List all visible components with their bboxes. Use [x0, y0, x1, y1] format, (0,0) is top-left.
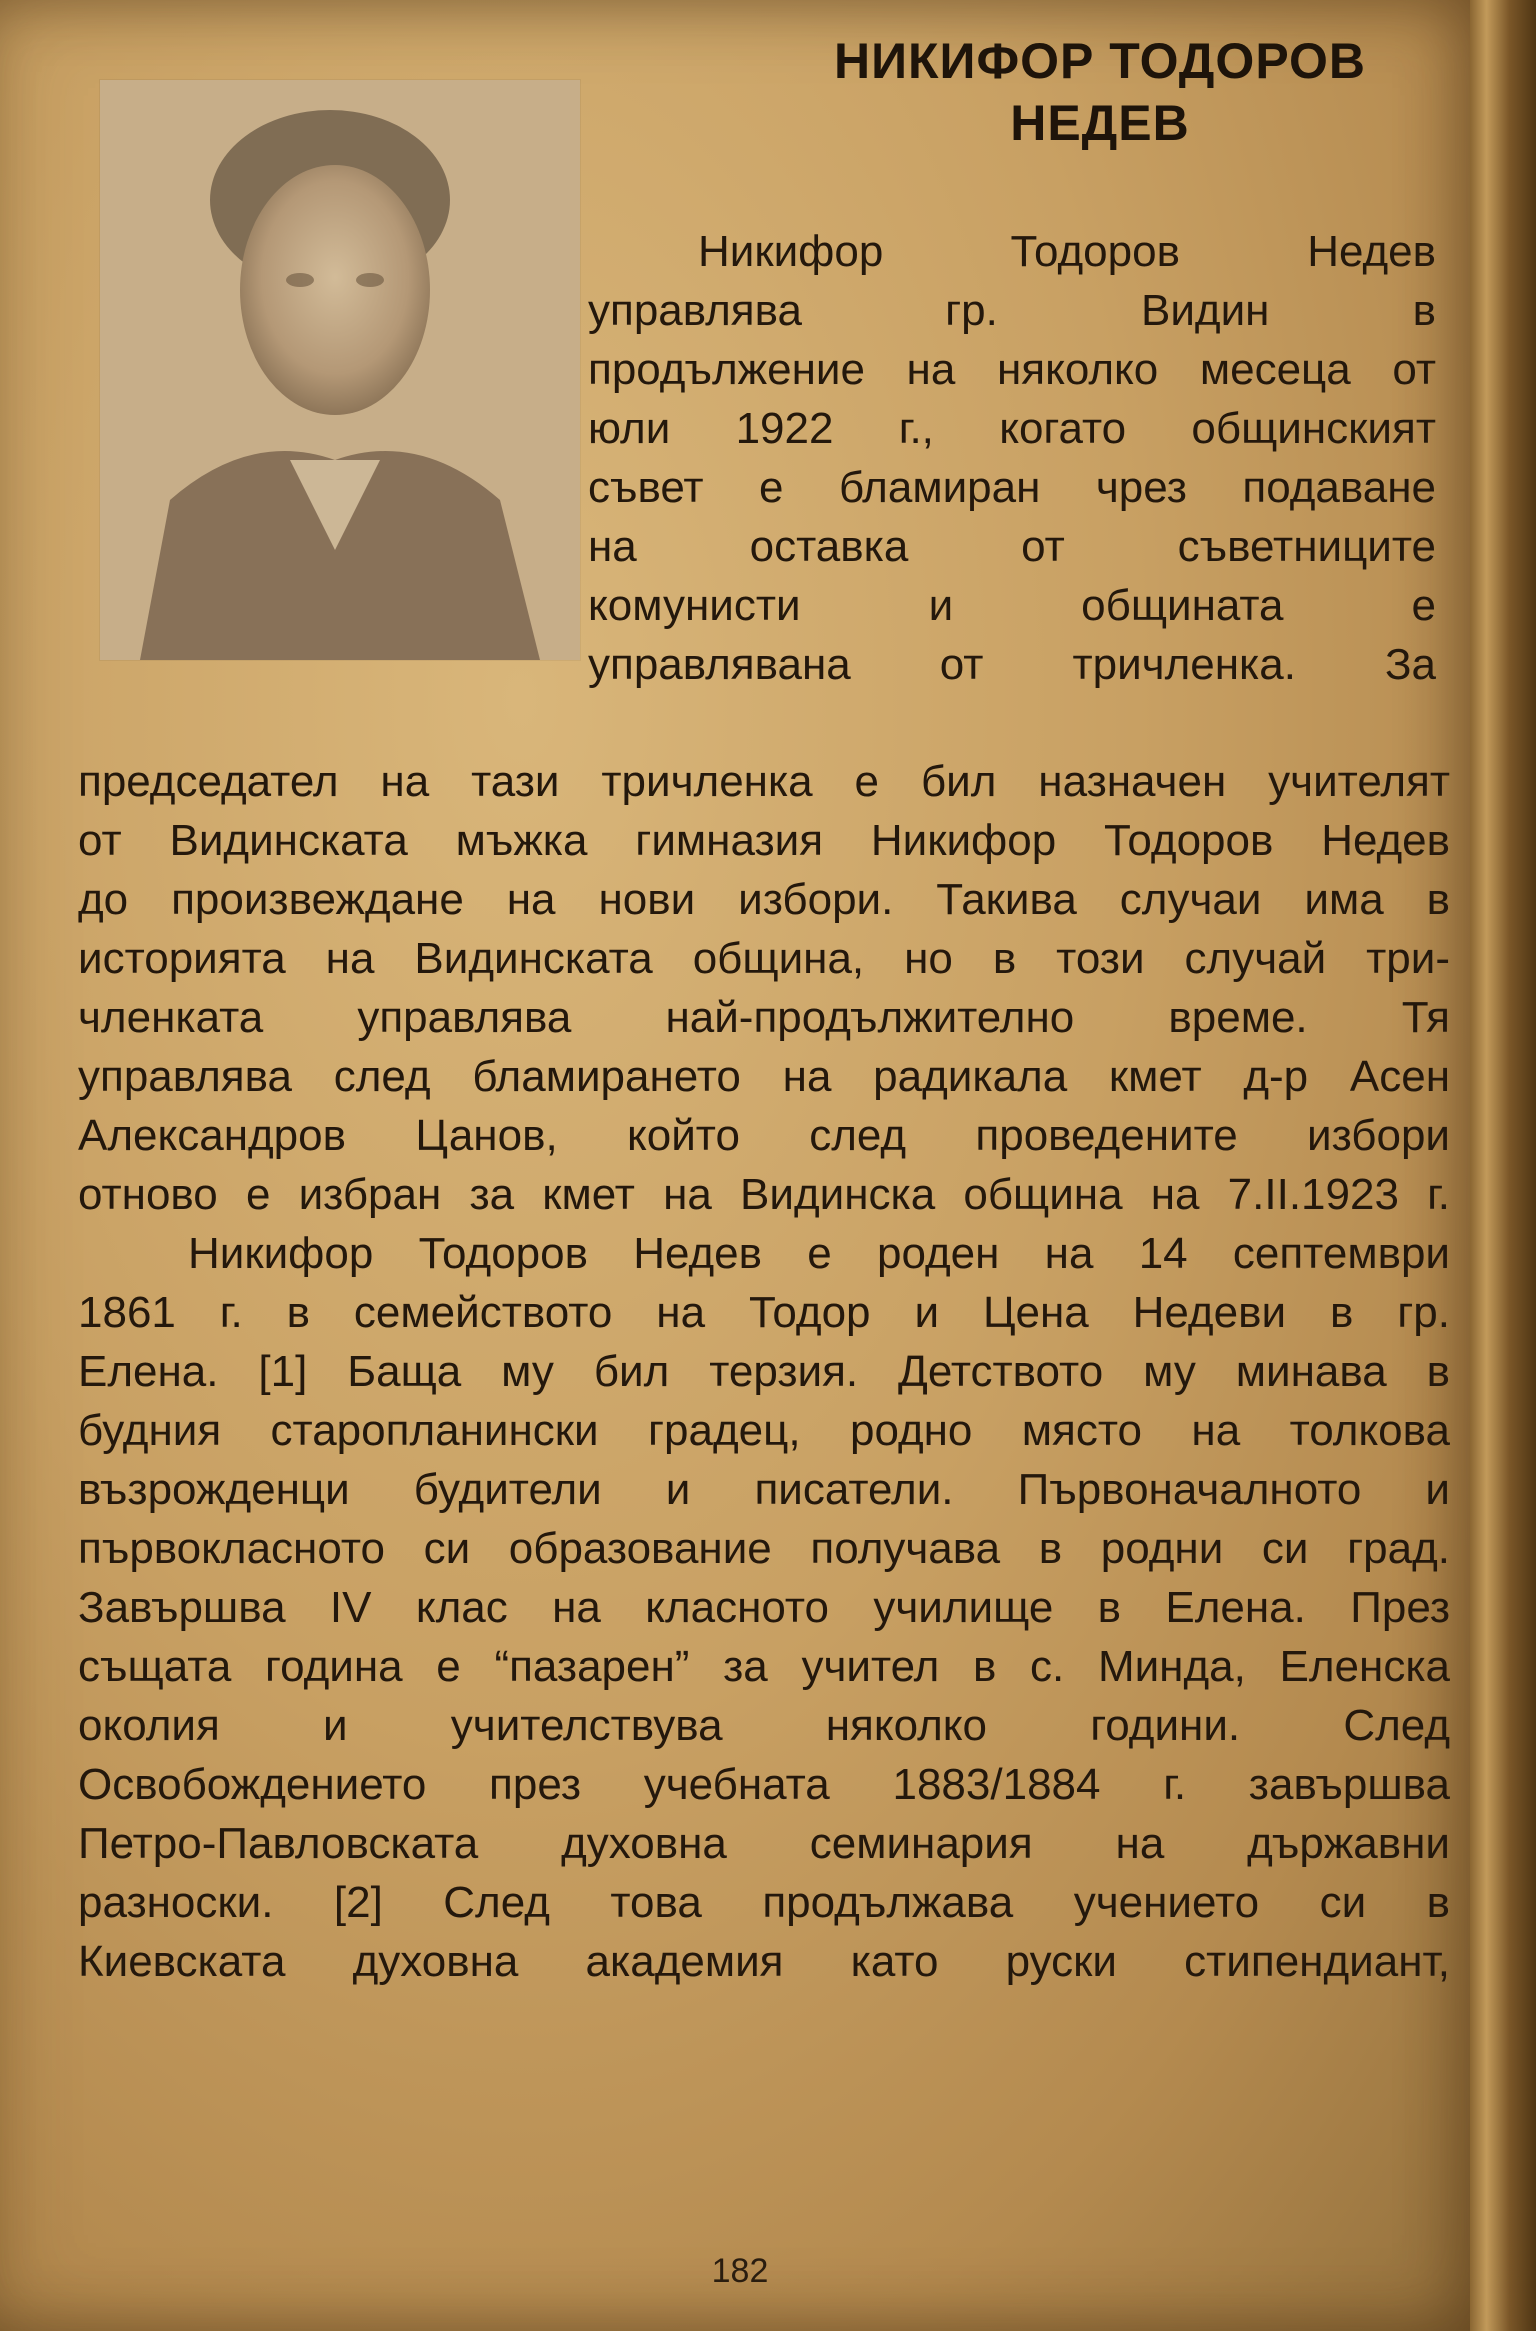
body-line: Елена. [1] Баща му бил терзия. Детството му минава в	[78, 1347, 1450, 1396]
body-line: същата година е “пазарен” за учител в с. Минда, Еленска	[78, 1642, 1450, 1691]
body-line: Завършва IV клас на класното училище в Елена. През	[78, 1583, 1450, 1632]
title-line-2: НЕДЕВ	[1010, 95, 1190, 151]
body-line: възрожденци будители и писатели. Първоначалното и	[78, 1465, 1450, 1514]
title-line-1: НИКИФОР ТОДОРОВ	[833, 33, 1367, 89]
page-title	[760, 30, 1440, 154]
intro-paragraph	[588, 222, 1436, 694]
body-line: будния старопланински градец, родно място на толкова	[78, 1406, 1450, 1455]
body-line: Никифор Тодоров Недев е роден на 14 септември	[188, 1229, 1450, 1278]
body-line: членката управлява най-продължително време. Тя	[78, 993, 1450, 1042]
body-line: Петро-Павловската духовна семинария на държавни	[78, 1819, 1450, 1868]
body-line: разноски. [2] След това продължава учението си в	[78, 1878, 1450, 1927]
portrait-photo	[100, 80, 580, 660]
intro-line: управлявана от тричленка. За	[588, 640, 1436, 689]
body-text	[78, 752, 1450, 1991]
body-line: управлява след бламирането на радикала кмет д-р Асен	[78, 1052, 1450, 1101]
intro-line: на оставка от съветниците	[588, 522, 1436, 571]
body-line: Освобождението през учебната 1883/1884 г. завършва	[78, 1760, 1450, 1809]
intro-line: комунисти и общината е	[588, 581, 1436, 630]
intro-line: Никифор Тодоров Недев	[698, 227, 1436, 276]
body-line: от Видинската мъжка гимназия Никифор Тодоров Недев	[78, 816, 1450, 865]
intro-line: управлява гр. Видин в	[588, 286, 1436, 335]
body-line: до произвеждане на нови избори. Такива случаи има в	[78, 875, 1450, 924]
body-line: председател на тази тричленка е бил назначен учителят	[78, 757, 1450, 806]
intro-line: юли 1922 г., когато общинският	[588, 404, 1436, 453]
body-line: Александров Цанов, който след проведените избори	[78, 1111, 1450, 1160]
portrait-image	[100, 80, 580, 660]
body-line: 1861 г. в семейството на Тодор и Цена Недеви в гр.	[78, 1288, 1450, 1337]
intro-line: съвет е бламиран чрез подаване	[588, 463, 1436, 512]
intro-line: продължение на няколко месеца от	[588, 345, 1436, 394]
body-line: Киевската духовна академия като руски стипендиант,	[78, 1937, 1450, 1986]
page-edge	[1470, 0, 1536, 2331]
body-line: отново е избран за кмет на Видинска община на 7.II.1923 г.	[78, 1170, 1450, 1219]
body-line: първокласното си образование получава в родни си град.	[78, 1524, 1450, 1573]
body-line: околия и учителствува няколко години. След	[78, 1701, 1450, 1750]
body-line: историята на Видинската община, но в този случай три-	[78, 934, 1450, 983]
page-number: 182	[711, 2252, 769, 2290]
